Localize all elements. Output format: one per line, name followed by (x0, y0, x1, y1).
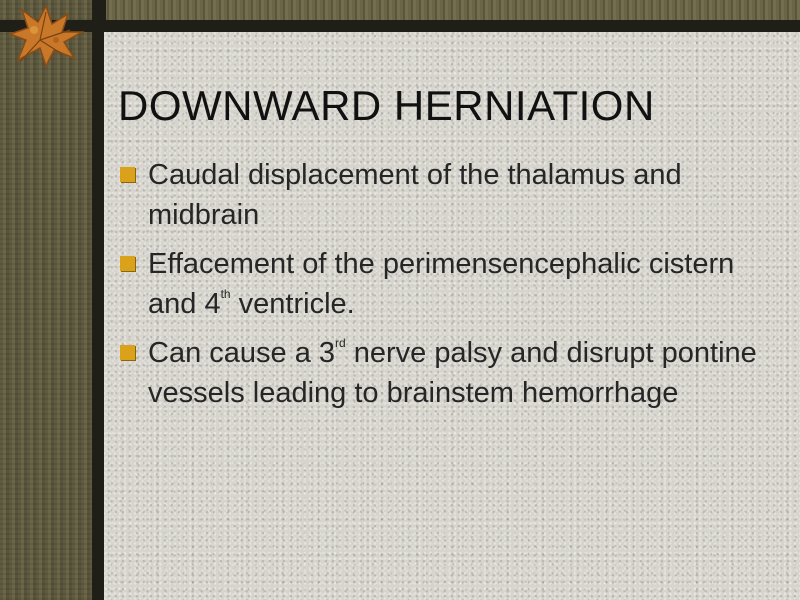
superscript: th (220, 287, 231, 301)
square-bullet-icon (120, 167, 135, 182)
bullet-text-end: ventricle. (230, 288, 355, 320)
square-bullet-icon (120, 256, 135, 271)
autumn-leaf-icon (0, 0, 95, 72)
square-bullet-icon (120, 345, 135, 360)
bullet-text-start: Can cause a 3 (148, 337, 336, 369)
horizontal-dark-divider (0, 20, 800, 32)
bullet-text: Caudal displacement of the thalamus and midbrain (148, 159, 682, 231)
left-texture-band (0, 0, 98, 600)
bullet-text-start: Effacement of the perimensencephalic cistern and 4 (148, 248, 735, 320)
bullet-item (118, 155, 778, 235)
bullet-list (118, 155, 778, 422)
bullet-item (118, 244, 778, 324)
top-texture-band (0, 0, 800, 20)
bullet-text-end: nerve palsy and disrupt pontine vessels leading to brainstem hemorrhage (148, 337, 757, 409)
slide-title: DOWNWARD HERNIATION (118, 82, 655, 129)
bullet-item (118, 333, 778, 413)
superscript: rd (335, 336, 346, 350)
